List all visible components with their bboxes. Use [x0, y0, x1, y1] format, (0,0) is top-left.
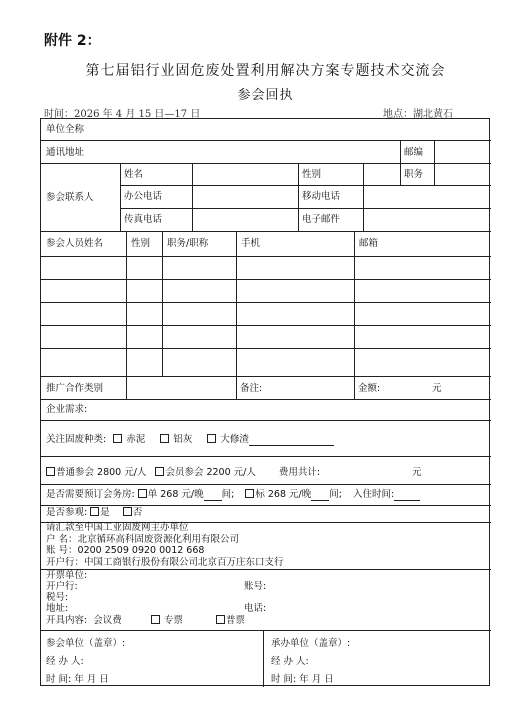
hotel-question: 是否需要预订会务房:: [46, 489, 135, 500]
invoice-content-row: [46, 615, 245, 627]
overhaul-slag-checkbox[interactable]: [207, 434, 216, 443]
bank-line-4: 开户行：中国工商银行股份有限公司北京百万庄东口支行: [46, 556, 284, 568]
invoice-unit-label: 开票单位:: [46, 570, 88, 581]
amount-unit: 元: [432, 383, 442, 394]
checkin-blank[interactable]: [394, 491, 420, 501]
single-room-unit: 间;: [221, 489, 235, 500]
address-label: 通讯地址: [46, 147, 85, 158]
aluminum-ash-checkbox[interactable]: [160, 434, 169, 443]
bank-line-2: 户 名：北京循环高科固废资源化利用有限公司: [46, 533, 240, 545]
visit-yes-label: 是: [100, 507, 110, 518]
visit-no-label: 否: [132, 507, 143, 518]
attendee-email-header: 邮箱: [359, 238, 379, 249]
normal-invoice-label: 普票: [225, 615, 245, 626]
email-label: 电子邮件: [302, 214, 341, 225]
bank-info: [46, 522, 284, 568]
attachment-label: 附件 2：: [44, 33, 101, 49]
checkin-label: 入住时间:: [352, 489, 395, 500]
needs-label: 企业需求:: [46, 404, 88, 415]
special-invoice-label: 专票: [163, 615, 183, 626]
visit-row: [46, 507, 142, 519]
member-fee-checkbox[interactable]: [155, 467, 164, 476]
red-mud-label: 赤泥: [126, 434, 146, 445]
fee-total-unit: 元: [412, 467, 422, 478]
left-sign-handler: 经 办 人:: [46, 656, 84, 667]
unit-name-label: 单位全称: [46, 124, 85, 135]
invoice-info: [46, 570, 87, 614]
waste-types-label: 关注固废种类:: [46, 434, 107, 445]
red-mud-checkbox[interactable]: [113, 434, 122, 443]
mobile-label: 移动电话: [302, 191, 341, 202]
invoice-tax-label: 税号:: [46, 592, 69, 603]
event-time: 时间：2026 年 4 月 15 日—17 日: [44, 109, 201, 120]
bank-line-3: 账 号：0200 2509 0920 0012 668: [46, 545, 205, 556]
aluminum-ash-label: 铝灰: [173, 434, 193, 445]
promotion-label: 推广合作类别: [46, 383, 104, 394]
member-fee-label: 会员参会 2200 元/人: [165, 467, 256, 478]
right-sign-time: 时 间: 年 月 日: [271, 674, 334, 685]
bank-line-1: 请汇款至中国工业固废网主办单位: [46, 522, 189, 533]
registration-form: [40, 118, 490, 686]
waste-types-row: [46, 434, 334, 446]
single-room-label: 单 268 元/晚: [147, 489, 204, 500]
visit-question: 是否参观:: [46, 507, 88, 518]
double-room-count[interactable]: [311, 491, 329, 501]
gender-label: 性别: [302, 169, 322, 180]
visit-no-checkbox[interactable]: [123, 507, 132, 516]
normal-fee-label: 普通参会 2800 元/人: [56, 467, 147, 478]
visit-yes-checkbox[interactable]: [90, 507, 99, 516]
name-label: 姓名: [124, 169, 144, 180]
invoice-address-label: 地址:: [46, 603, 69, 614]
invoice-content-label: 开具内容:: [46, 615, 88, 626]
fee-total-label: 费用共计:: [278, 467, 321, 478]
single-room-checkbox[interactable]: [138, 489, 147, 498]
invoice-tel-label: 电话:: [244, 603, 267, 614]
right-sign-handler: 经 办 人:: [271, 656, 309, 667]
postcode-label: 邮编: [404, 147, 424, 158]
invoice-fee-type: 会议费: [93, 615, 122, 626]
event-place: 地点：湖北黄石: [383, 109, 453, 120]
double-room-unit: 间;: [329, 489, 342, 500]
special-invoice-checkbox[interactable]: [151, 615, 160, 624]
normal-fee-checkbox[interactable]: [46, 467, 55, 476]
office-phone-label: 办公电话: [124, 191, 163, 202]
form-title: 第七届铝行业固危废处置利用解决方案专题技术交流会: [85, 63, 446, 79]
remark-label: 备注:: [240, 383, 263, 394]
attendee-gender-header: 性别: [131, 238, 151, 249]
amount-label: 金额:: [358, 383, 381, 394]
form-subtitle: 参会回执: [237, 88, 294, 103]
single-room-count[interactable]: [204, 491, 222, 501]
attendee-name-header: 参会人员姓名: [46, 238, 104, 249]
job-title-header: 职务/职称: [167, 238, 209, 249]
normal-invoice-checkbox[interactable]: [216, 615, 225, 624]
invoice-account-label: 账号:: [244, 581, 267, 592]
left-sign-unit: 参会单位（盖章）:: [46, 638, 126, 649]
hotel-row: [46, 489, 420, 501]
fax-label: 传真电话: [124, 214, 163, 225]
overhaul-slag-blank[interactable]: [249, 436, 334, 446]
contact-person-label: 参会联系人: [46, 192, 94, 203]
overhaul-slag-label: 大修渣: [220, 434, 249, 445]
double-room-label: 标 268 元/晚: [255, 489, 312, 500]
left-sign-time: 时 间: 年 月 日: [46, 674, 109, 685]
phone-header: 手机: [241, 238, 261, 249]
position-label: 职务: [404, 169, 424, 180]
invoice-bank-label: 开户行:: [46, 581, 78, 592]
double-room-checkbox[interactable]: [245, 489, 254, 498]
fee-row: [46, 467, 320, 479]
right-sign-unit: 承办单位（盖章）:: [271, 638, 351, 649]
